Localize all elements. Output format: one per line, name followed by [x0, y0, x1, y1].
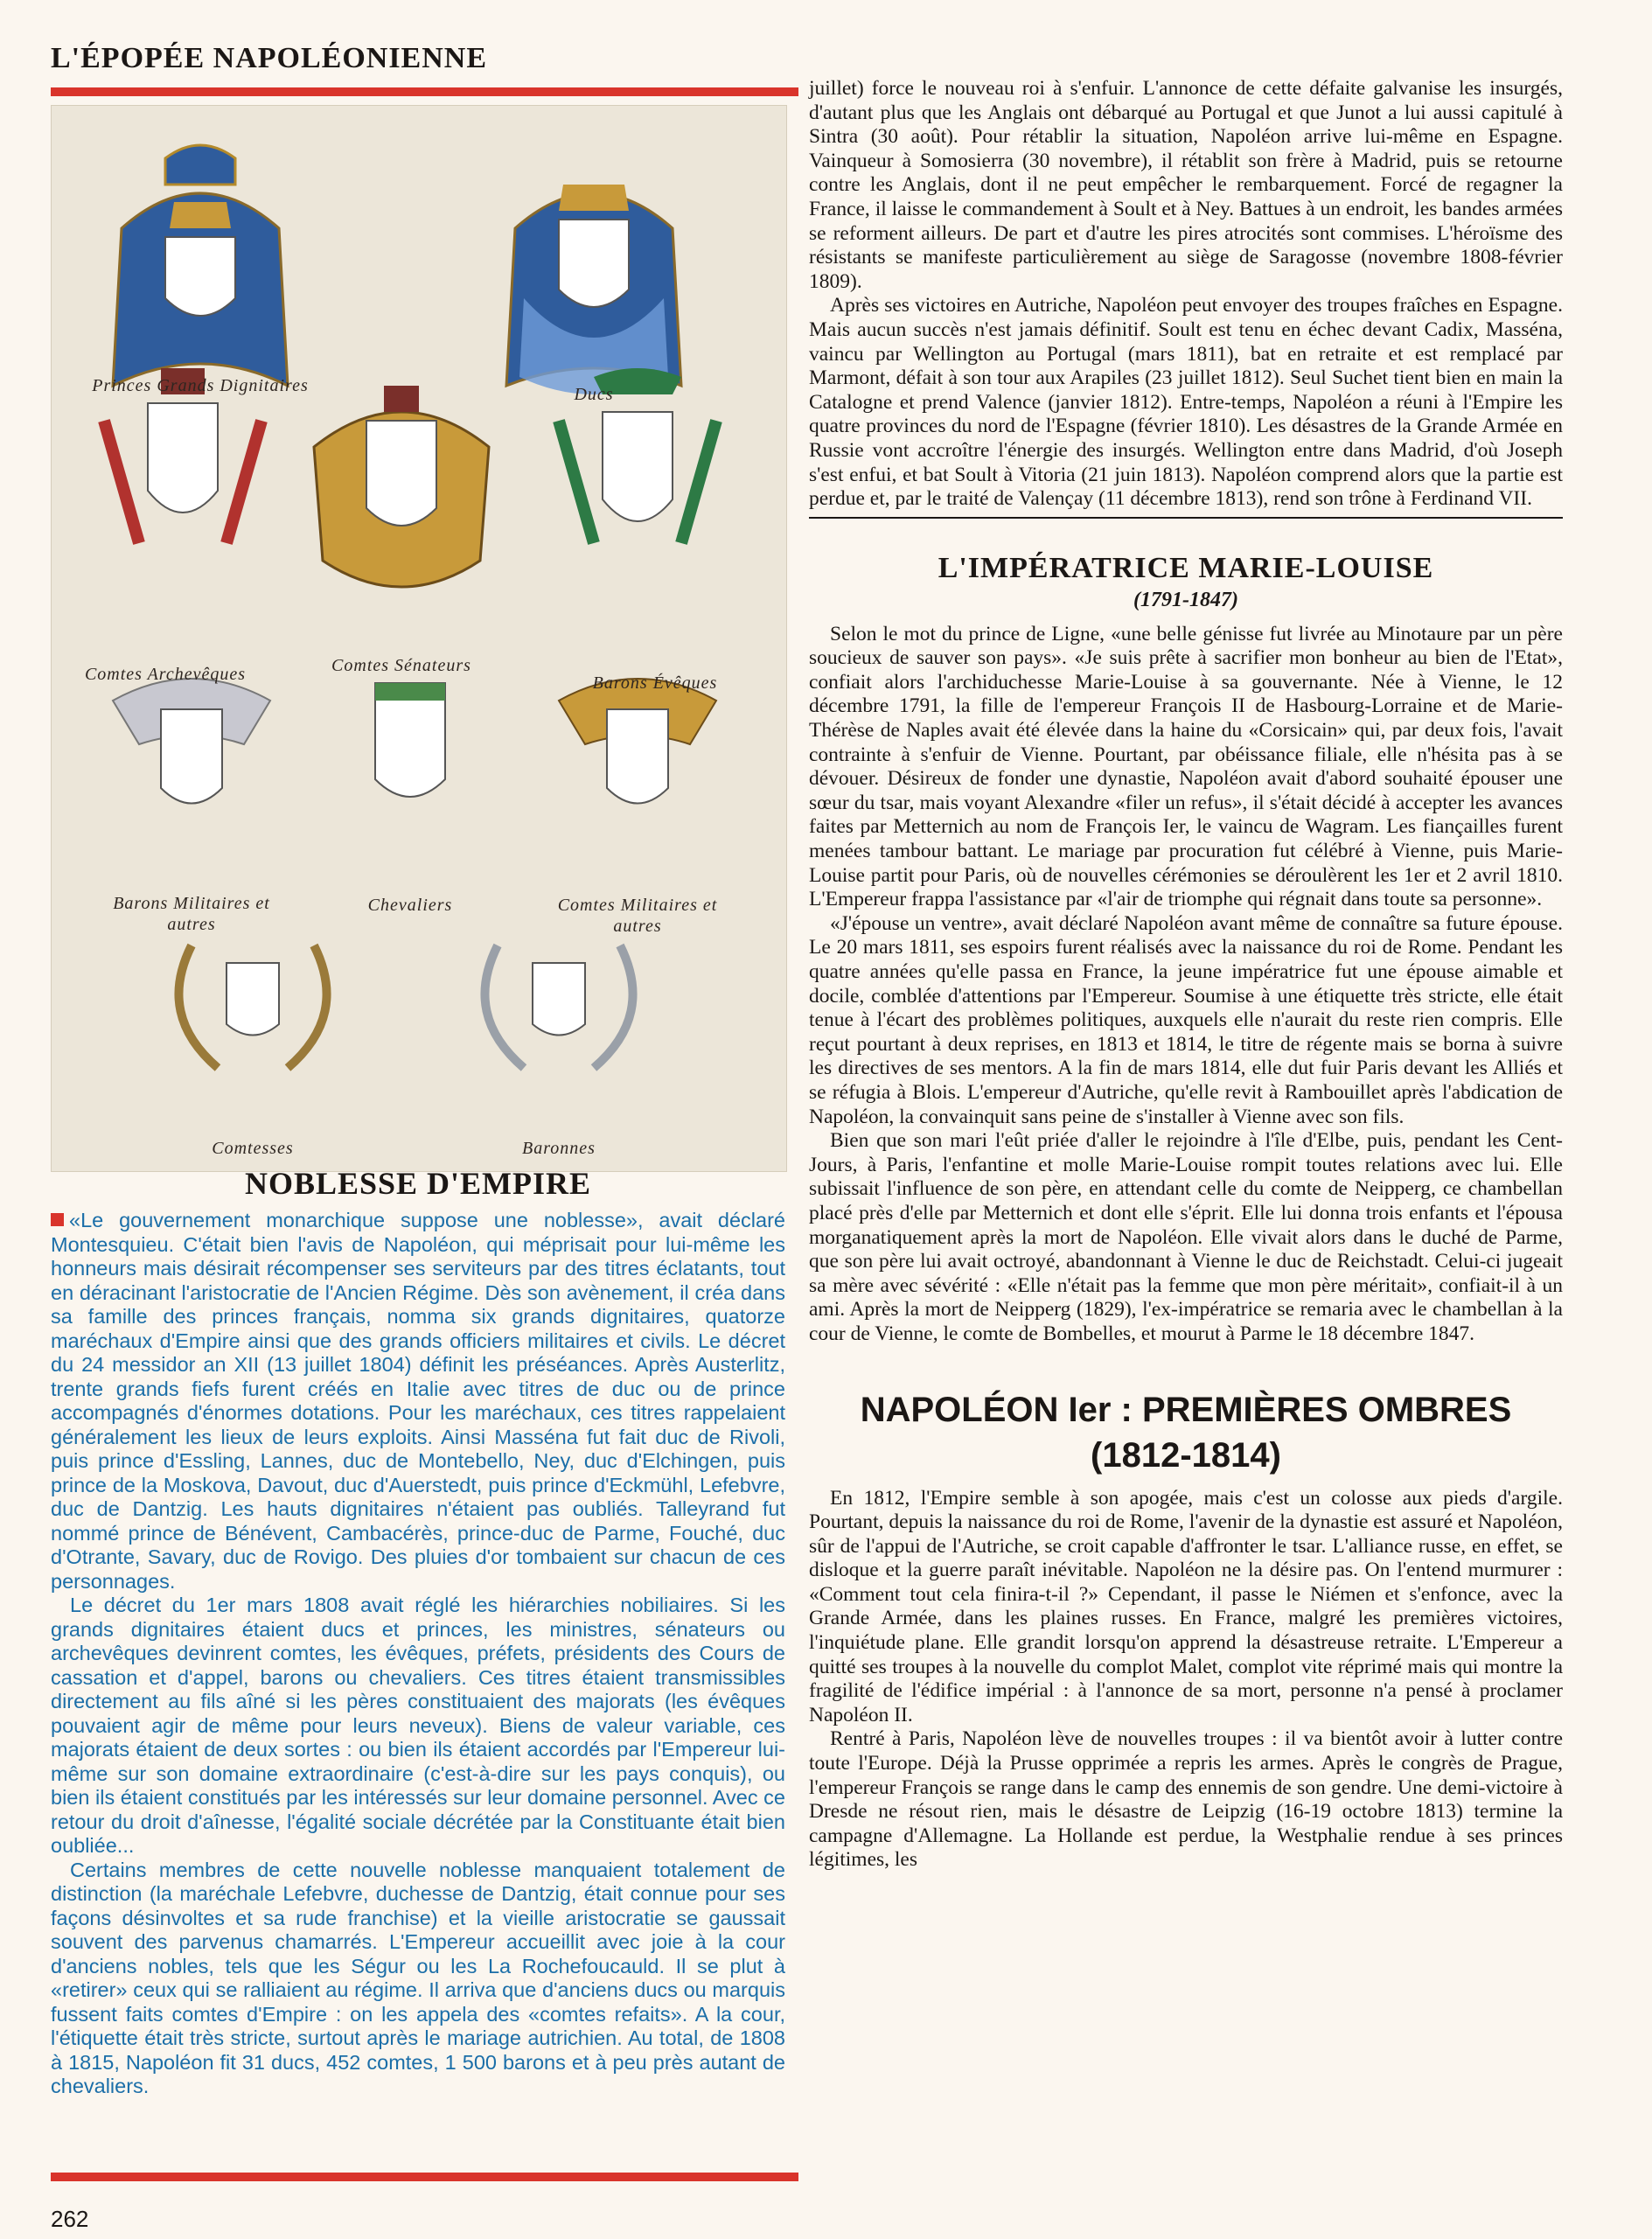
caption-chevaliers: Chevaliers — [367, 896, 453, 915]
section-divider — [809, 517, 1563, 519]
caption-comtes-militaires: Comtes Militaires et autres — [557, 896, 718, 936]
caption-comtesses: Comtesses — [212, 1139, 294, 1158]
marie-louise-dates: (1791-1847) — [1133, 588, 1238, 611]
footer-rule — [51, 2173, 798, 2181]
body-paragraph: En 1812, l'Empire semble à son apogée, mais c'est un colosse aux pieds d'argile. Pourtant, depuis la naissance du roi de Rome, l'avenir de la dynastie est assuré et Napoléon, sûr de l'appui de l'Autriche, se croit capable d'affronter le tsar. L'alliance russe, en effet, se disloque et la guerre paraît inévitable. Napoléon ne la désire pas. On l'entend murmurer : «Comment tout cela finira-t-il ?» Cependant, il passe le Niémen et s'enfonce, avec la Grande Armée, dans les plaines russes. En France, malgré les premières victoires, l'inquiétude plane. Elle grandit lorsqu'on apprend la désastreuse retraite. L'Empereur a quitté ses troupes à la nouvelle du complot Malet, complot vite réprimé mais qui montre la fragilité de l'édifice impérial : à l'annonce de sa mort, personne n'a pensé à proclamer Napoléon II. — [809, 1486, 1563, 1726]
running-head: L'ÉPOPÉE NAPOLÉONIENNE — [51, 42, 488, 74]
body-paragraph: Selon le mot du prince de Ligne, «une belle génisse fut livrée au Minotaure par un père soucieux de sauver son pays». «Je suis prête à sacrifier mon bonheur au bien de l'Etat», confiait alors l'archiduchesse Marie-Louise à sa gouvernante. Née à Vienne, le 12 décembre 1791, la fille de l'empereur François II de Hasbourg-Lorraine et de Marie-Thérèse de Naples avait été élevée dans la haine du «Corsicain» qui, par deux fois, l'avait contrainte à s'enfuir de Vienne. Pourtant, par obéissance filiale, elle n'hésita pas à se dévouer. Désireux de fonder une dynastie, Napoléon avait d'abord souhaité épouser une sœur du tsar, mais voyant Alexandre «filer un refus», il s'était décidé à accepter les avances faites par Metternich au nom de François Ier, le vaincu de Wagram. Les fiançailles furent menées tambour battant. Le mariage par procuration fut célébré à Vienne, puis Marie-Louise partit pour Paris, où de nouvelles cérémonies se déroulèrent les 1er et 2 avril 1810. L'Empereur frappa l'assistance par «l'air de triomphe qui régnait dans toute sa personne». — [809, 622, 1563, 911]
body-paragraph: Après ses victoires en Autriche, Napoléon peut envoyer des troupes fraîches en Espagne. Mais aucun succès n'est jamais définitif. Soult est tenu en échec devant Cadix, Masséna, vaincu par Wellington au Portugal (mars 1811), bat en retraite et est remplacé par Marmont, défait à son tour aux Arapiles (23 juillet 1812). Seul Suchet tient bien en main la Catalogne et prend Valence (janvier 1812). Entre-temps, Napoléon a réuni à l'Empire les quatre provinces du nord de l'Espagne (février 1810). Les désastres de la Grande Armée en Russie vont accroître l'énergie des insurgés. Wellington entre dans Madrid, d'où Joseph s'est enfui, et bat Soult à Vitoria (21 juin 1813). Napoléon comprend alors que la partie est perdue et, par le traité de Valençay (11 décembre 1813), rend son trône à Ferdinand VII. — [809, 294, 1563, 511]
noblesse-paragraph: Le décret du 1er mars 1808 avait réglé les hiérarchies nobiliaires. Si les grands dignitaires étaient ducs et princes, les ministres, sénateurs ou archevêques devinrent comtes, les évêques, préfets, présidents des Cours de cassation et d'appel, barons ou chevaliers. Ces titres étaient transmissibles directement au fils aîné si les pères constituaient des majorats (les évêques pouvaient agir de même pour leurs neveux). Biens de valeur variable, ces majorats étaient de deux sortes : ou bien ils étaient accordés par l'Empereur lui-même sur son domaine extraordinaire (c'est-à-dire sur les pays conquis), ou bien ils étaient constitués par les intéressés sur leur domaine personnel. Avec ce retour du droit d'aînesse, l'égalité sociale décrétée par la Constituante était bien oubliée... — [51, 1594, 785, 1857]
header-rule — [51, 87, 798, 96]
noblesse-paragraph: «Le gouvernement monarchique suppose une noblesse», avait déclaré Montesquieu. C'était bien l'avis de Napoléon, qui méprisait pour lui-même les honneurs mais désirait récompenser ses serviteurs par des titres éclatants, tout en déracinant l'aristocratie de l'Ancien Régime. Dès son avènement, il créa dans sa famille des princes français, nomma six grands dignitaires, quatorze maréchaux d'Empire ainsi que des grands officiers militaires et civils. Le décret du 24 messidor an XII (13 juillet 1804) définit les préséances. Après Austerlitz, trente grands fiefs furent créés en Italie avec titres de duc ou de prince accompagnés d'énormes dotations. Pour les maréchaux, ces titres rappelaient généralement les lieux de leurs exploits. Ainsi Masséna fut fait duc de Rivoli, puis prince d'Essling, Lannes, duc de Montebello, Ney, duc d'Elchingen, puis prince de la Moskova, Davout, duc d'Auerstedt, puis prince d'Eckmühl, Lefebvre, duc de Dantzig. Les hauts dignitaires n'étaient pas oubliés. Talleyrand fut nommé prince de Bénévent, Cambacérès, prince-duc de Parme, Fouché, duc d'Otrante, Savary, duc de Rovigo. Des pluies d'or tombaient sur chacun de ces personnages. — [51, 1209, 785, 1593]
noblesse-body — [51, 1209, 785, 2099]
bullet-square-icon — [51, 1213, 64, 1226]
caption-princes: Princes Grands Dignitaires — [92, 376, 309, 395]
caption-barons-eveques: Barons Évêques — [592, 673, 718, 693]
body-paragraph: Bien que son mari l'eût priée d'aller le rejoindre à l'île d'Elbe, puis, pendant les Cent-Jours, à Paris, l'enfantine et molle Marie-Louise rompit toutes relations avec lui. Elle subissait l'influence de son père, en attendant celle du comte de Neipperg, ce chambellan placé près d'elle par Metternich et dont elle s'éprit. Elle lui donna trois enfants et l'épousa morganatiquement après la mort de Napoléon. Elle vivait alors dans le duché de Parme, que son père lui avait octroyé, abandonnant à Vienne le duc de Reichstadt. Celui-ci jugeait sa mère avec sévérité : «Elle n'était pas la femme que mon père méritait», confiait-il à un ami. Après la mort de Neipperg (1829), l'ex-impératrice se remaria avec le chambellan à la cour de Vienne, le comte de Bombelles, et mourut à Parme le 18 décembre 1847. — [809, 1129, 1563, 1345]
caption-comtes-senateurs: Comtes Sénateurs — [331, 656, 471, 675]
heraldry-plate — [51, 105, 787, 1172]
caption-ducs: Ducs — [574, 385, 614, 404]
noblesse-paragraph: Certains membres de cette nouvelle noblesse manquaient totalement de distinction (la maréchale Lefebvre, duchesse de Dantzig, était connue pour ses façons désinvoltes et sa rude franchise) et la vieille aristocratie se gaussait souvent des parvenus chamarrés. L'Empereur accueillit avec joie à la cour d'anciens nobles, tels que les Ségur ou les La Rochefoucauld. Il se plut à «retirer» ceux qui se ralliaient au régime. Il arriva que d'anciens ducs ou marquis fussent faits comtes d'Empire : on les appela des «comtes refaits». A la cour, l'étiquette était très stricte, surtout après le mariage autrichien. Au total, de 1808 à 1815, Napoléon fit 31 ducs, 452 comtes, 1 500 barons et à peu près autant de chevaliers. — [51, 1858, 785, 2097]
caption-barons-militaires: Barons Militaires et autres — [113, 894, 270, 934]
page-number: 262 — [51, 2206, 89, 2232]
ombres-title: NAPOLÉON Ier : PREMIÈRES OMBRES (1812-1814) — [860, 1390, 1512, 1475]
main-column — [809, 77, 1563, 1873]
noblesse-title: NOBLESSE D'EMPIRE — [244, 1166, 592, 1201]
body-paragraph: juillet) force le nouveau roi à s'enfuir. L'annonce de cette défaite galvanise les insurgés, d'autant plus que les Anglais ont débarqué au Portugal et que Junot a lui aussi capitulé à Sintra (30 août). Pour rétablir la situation, Napoléon arrive lui-même en Espagne. Vainqueur à Somosierra (30 novembre), il rétablit son frère à Madrid, puis se retourne contre les Anglais, dont il ne peut empêcher le rembarquement. Forcé de regagner la France, il laisse le commandement à Soult et à Ney. Battues à un endroit, les bandes armées se reforment ailleurs. De part et d'autre les pires atrocités sont commises. L'héroïsme des résistants se manifeste particulièrement au siège de Saragosse (novembre 1808-février 1809). — [809, 77, 1563, 293]
noblesse-sidebar — [51, 1165, 785, 2099]
body-paragraph: «J'épouse un ventre», avait déclaré Napoléon avant même de connaître sa future épouse. Le 20 mars 1811, ses espoirs furent réalisés avec la naissance du roi de Rome. Pendant les quatre années qu'elle passa en France, la jeune impératrice fut une épouse aimable et docile, comblée d'attentions par l'Empereur. Soumise à une étiquette très stricte, elle était tenue à l'écart des problèmes politiques, auxquels elle n'aurait du reste rien compris. Elle reçut pourtant à deux reprises, en 1813 et 1814, le titre de régente mais se borna à suivre les directives de ses mentors. A la fin de mars 1814, elle dut fuir Paris devant les Alliés et se réfugia à Blois. L'empereur d'Autriche, qu'elle revit à Rambouillet après l'abdication de Napoléon, la convainquit sans peine de s'installer à Vienne avec son fils. — [809, 911, 1563, 1128]
body-paragraph: Rentré à Paris, Napoléon lève de nouvelles troupes : il va bientôt avoir à lutter contre toute l'Europe. Déjà la Prusse opprimée a repris les armes. Après le congrès de Prague, l'empereur François se range dans le camp des ennemis de son gendre. Une demi-victoire à Dresde ne résout rien, mais le désastre de Leipzig (16-19 octobre 1813) termine la campagne d'Allemagne. La Hollande est perdue, la Westphalie rendue à ses princes légitimes, les — [809, 1727, 1563, 1872]
coats-of-arms-illustration — [52, 106, 786, 1171]
marie-louise-title: L'IMPÉRATRICE MARIE-LOUISE — [938, 551, 1434, 584]
caption-baronnes: Baronnes — [522, 1139, 596, 1158]
caption-comtes-archeveques: Comtes Archevêques — [84, 665, 247, 684]
